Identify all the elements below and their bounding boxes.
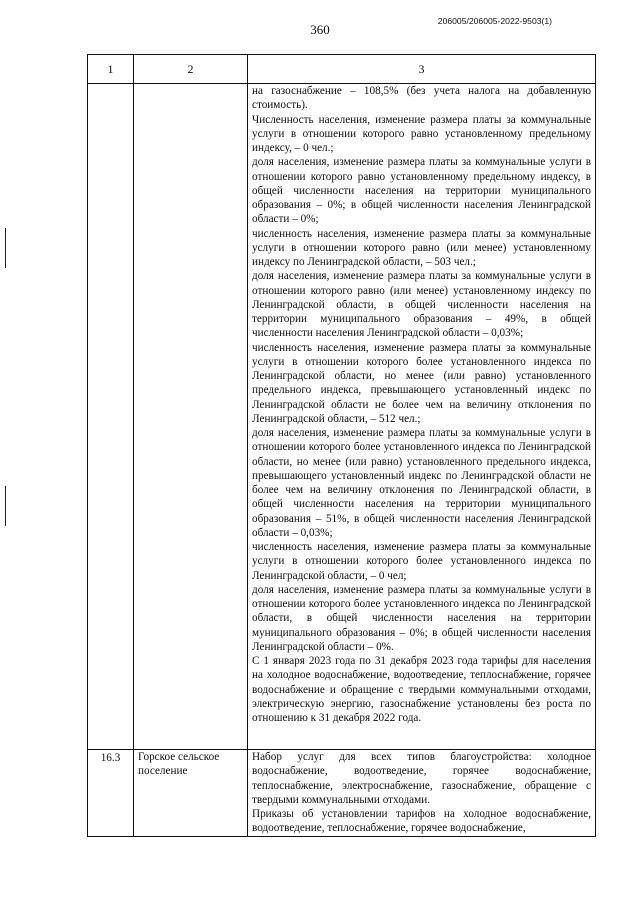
paragraph: Набор услуг для всех типов благоустройства: холодное водоснабжение, водоотведение, горячее водоснабжение, теплоснабжение, электроснабжение, газоснабжение, обращение с твердыми коммунальными отходами.: [252, 751, 591, 806]
paragraph: доля населения, изменение размера платы за коммунальные услуги в отношении которого равно установленному предельному индексу, в общей численности населения на территории муниципального образования – 0%; в общей численности населения Ленинградской области – 0%;: [252, 156, 591, 226]
tariff-table: [87, 54, 596, 837]
table-row-continuation: [88, 84, 596, 750]
paragraph: доля населения, изменение размера платы за коммунальные услуги в отношении которого более установленного индекса по Ленинградской области, но менее (или равно) установленного предельного индекса, превышающего установленный индекс по Ленинградской области не более чем на величину отклонения по Ленинградской области, в общей численности населения на территории муниципального образования – 51%, в общей численности населения Ленинградской области – 0,03%;: [252, 427, 591, 539]
table-row-16-3: [88, 750, 596, 837]
paragraph: доля населения, изменение размера платы за коммунальные услуги в отношении которого равно (или менее) установленному индексу по Ленинградской области, в общей численности населения на территории муниципального образования – 49%, в общей численности населения Ленинградской области – 0,03%;: [252, 270, 591, 340]
paragraph: С 1 января 2023 года по 31 декабря 2023 года тарифы для населения на холодное водоснабжение, водоотведение, теплоснабжение, горячее водоснабжение и обращение с твердыми коммунальными отходами, электрическую энергию, газоснабжение установлены без роста по отношению к 31 декабря 2022 года.: [252, 655, 591, 724]
table-header-row: [88, 55, 596, 84]
margin-mark: [5, 486, 6, 526]
description-cell: [248, 84, 596, 750]
paragraph: численность населения, изменение размера платы за коммунальные услуги в отношении которого более установленного индекса по Ленинградской области, но менее (или равно) установленного предельного индекса, превышающего установленный индекс по Ленинградской области не более чем на величину отклонения по Ленинградской области, – 512 чел.;: [252, 341, 591, 425]
column-header-1: 1: [88, 55, 134, 84]
description-cell: [248, 750, 596, 837]
column-header-3: 3: [248, 55, 596, 84]
paragraph: доля населения, изменение размера платы за коммунальные услуги в отношении которого более установленного индекса по Ленинградской области, в общей численности населения на территории муниципального образования – 0%; в общей численности населения Ленинградской области – 0%.: [252, 583, 591, 653]
row-name-cell: Горское сельское поселение: [134, 750, 248, 837]
page-number: 360: [310, 22, 330, 37]
row-number-cell: [88, 84, 134, 750]
paragraph: Численность населения, изменение размера платы за коммунальные услуги в отношении которого равно установленному предельному индексу, – 0 чел.;: [252, 113, 591, 154]
row-name-cell: [134, 84, 248, 750]
paragraph: на газоснабжение – 108,5% (без учета налога на добавленную стоимость).: [252, 85, 591, 112]
margin-mark: [5, 228, 6, 268]
document-code: 206005/206005-2022-9503(1): [437, 16, 552, 26]
paragraph: Приказы об установлении тарифов на холодное водоснабжение, водоотведение, теплоснабжение, горячее водоснабжение,: [252, 808, 591, 835]
paragraph: численность населения, изменение размера платы за коммунальные услуги в отношении которого более установленного индекса по Ленинградской области, – 0 чел;: [252, 541, 591, 582]
paragraph: численность населения, изменение размера платы за коммунальные услуги в отношении которого равно (или менее) установленному индексу по Ленинградской области, – 503 чел.;: [252, 227, 591, 268]
column-header-2: 2: [134, 55, 248, 84]
row-number-cell: 16.3: [88, 750, 134, 837]
